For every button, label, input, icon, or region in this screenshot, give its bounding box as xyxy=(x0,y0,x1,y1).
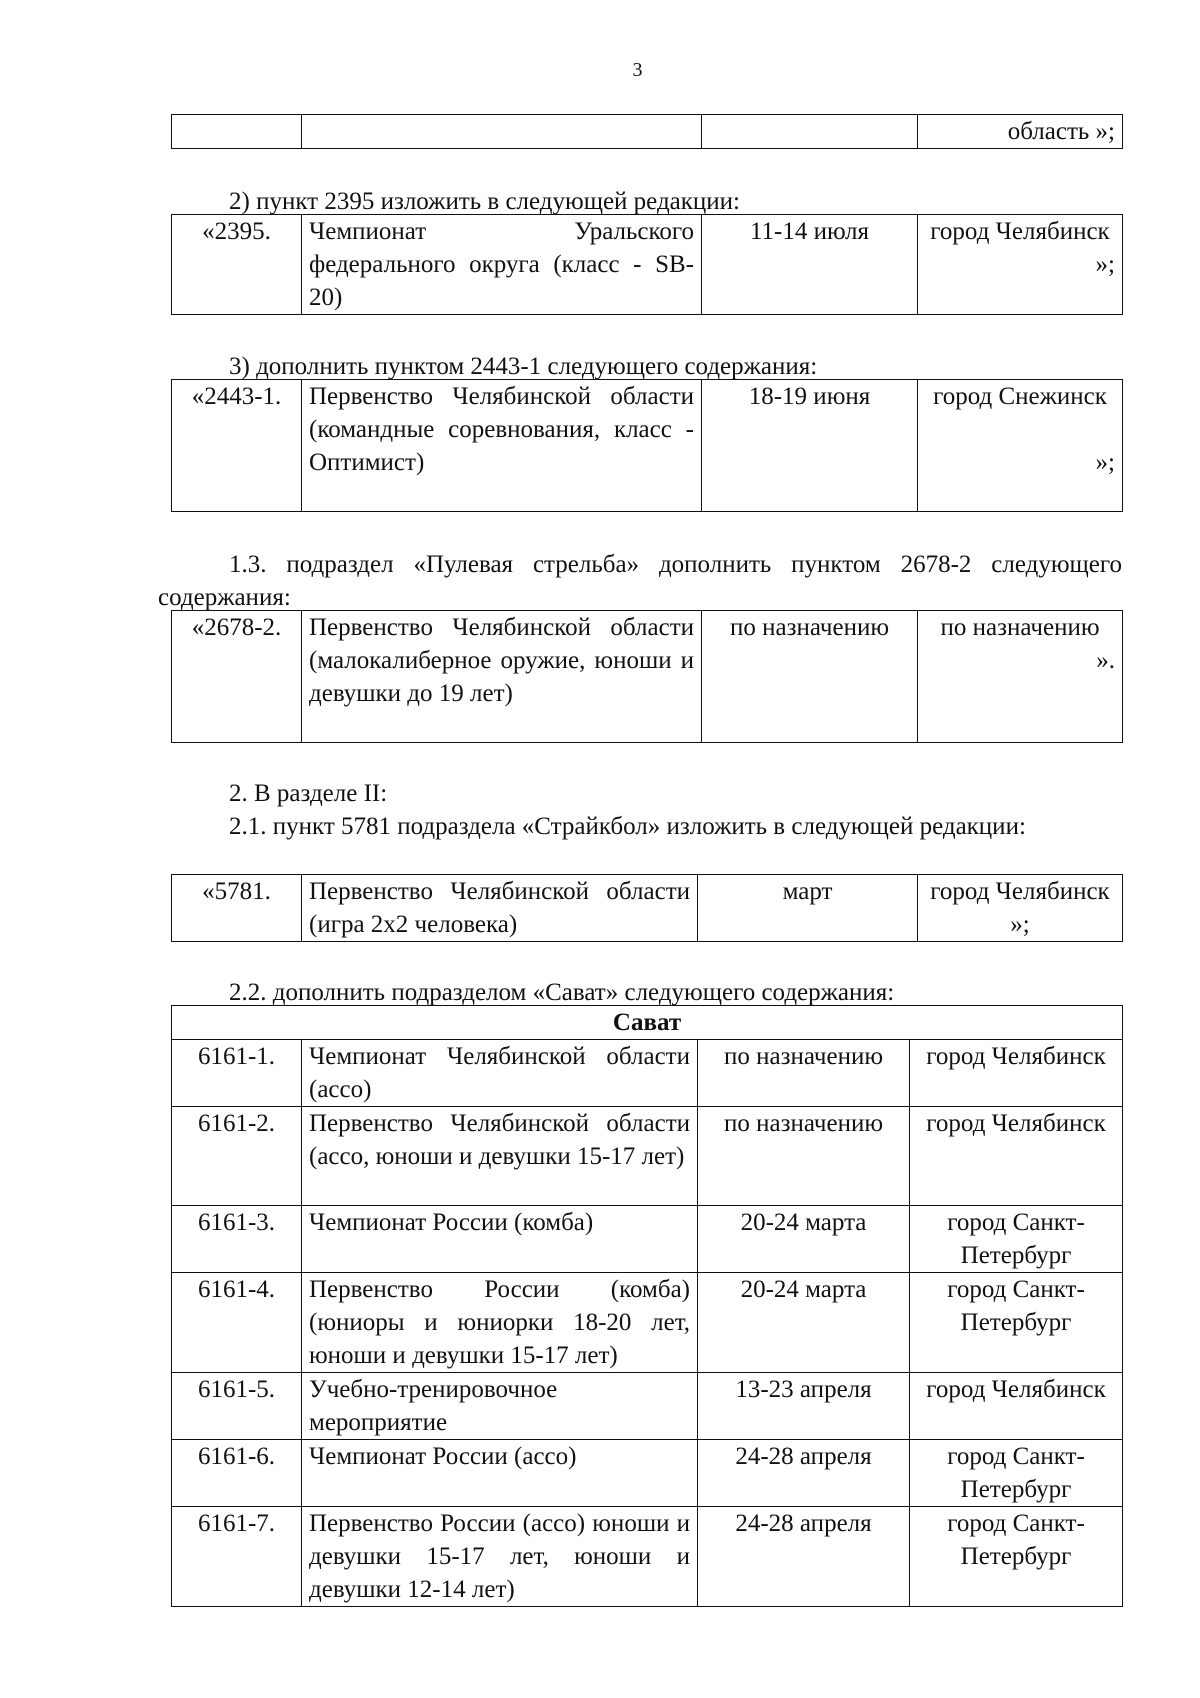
table-2678 xyxy=(171,610,1123,743)
paragraph-2-2: 2.2. дополнить подразделом «Сават» следующего содержания: xyxy=(229,979,895,1006)
item-number: 6161-2. xyxy=(172,1107,302,1206)
event-place: город Санкт-Петербург xyxy=(910,1507,1123,1607)
table-2395 xyxy=(171,214,1123,315)
event-date: март xyxy=(698,875,918,942)
table-5781 xyxy=(171,874,1123,942)
event-name: Первенство России (ассо) юноши и девушки 15-17 лет, юноши и девушки 12-14 лет) xyxy=(302,1507,698,1607)
event-place: город Санкт-Петербург xyxy=(910,1206,1123,1273)
event-date: по назначению xyxy=(702,611,918,743)
event-place xyxy=(918,380,1123,512)
item-number: 6161-4. xyxy=(172,1273,302,1373)
paragraph-2-1: 2.1. пункт 5781 подраздела «Страйкбол» изложить в следующей редакции: xyxy=(229,813,1026,840)
paragraph-1-3: 1.3. подраздел «Пулевая стрельба» дополнить пунктом 2678-2 следующего содержания: xyxy=(158,551,1122,611)
event-date: по назначению xyxy=(698,1107,910,1206)
event-date: 13-23 апреля xyxy=(698,1373,910,1440)
event-place: город Санкт-Петербург xyxy=(910,1440,1123,1507)
item-number: 6161-3. xyxy=(172,1206,302,1273)
savat-table xyxy=(171,1005,1123,1607)
closing-quote: »; xyxy=(1095,251,1115,278)
event-place xyxy=(918,215,1123,315)
event-place: город Челябинск xyxy=(910,1040,1123,1107)
table-2443 xyxy=(171,379,1123,512)
item-number: 6161-5. xyxy=(172,1373,302,1440)
event-date: по назначению xyxy=(698,1040,910,1107)
empty-cell xyxy=(702,115,918,149)
continuation-table xyxy=(171,114,1123,149)
event-name: Чемпионат России (комба) xyxy=(302,1206,698,1273)
event-place: город Санкт-Петербург xyxy=(910,1273,1123,1373)
event-name: Чемпионат России (ассо) xyxy=(302,1440,698,1507)
event-date: 20-24 марта xyxy=(698,1273,910,1373)
empty-cell xyxy=(302,115,702,149)
event-name: Первенство Челябинской области (малокалиберное оружие, юноши и девушки до 19 лет) xyxy=(302,611,702,743)
item-number: «2395. xyxy=(172,215,302,315)
event-place xyxy=(918,611,1123,743)
closing-quote: ». xyxy=(1096,647,1115,674)
event-date: 24-28 апреля xyxy=(698,1440,910,1507)
paragraph-3: 3) дополнить пунктом 2443-1 следующего содержания: xyxy=(229,353,818,380)
item-number: 6161-7. xyxy=(172,1507,302,1607)
event-date: 24-28 апреля xyxy=(698,1507,910,1607)
place-text: город Челябинск xyxy=(930,218,1110,245)
event-name: Учебно-тренировочное мероприятие xyxy=(302,1373,698,1440)
event-name: Чемпионат Уральского федерального округа (класс - SB-20) xyxy=(302,215,702,315)
event-place: город Челябинск xyxy=(910,1107,1123,1206)
event-date: 18-19 июня xyxy=(702,380,918,512)
item-number: 6161-6. xyxy=(172,1440,302,1507)
place-text: город Снежинск xyxy=(933,383,1107,410)
event-name: Чемпионат Челябинской области (ассо) xyxy=(302,1040,698,1107)
savat-heading: Сават xyxy=(172,1006,1123,1040)
section-2-title: 2. В разделе II: xyxy=(229,780,388,807)
place-cell: область »; xyxy=(918,115,1123,149)
event-place: город Челябинск xyxy=(910,1373,1123,1440)
event-name: Первенство Челябинской области (ассо, юноши и девушки 15-17 лет) xyxy=(302,1107,698,1206)
event-date: 11-14 июля xyxy=(702,215,918,315)
page-number: 3 xyxy=(632,59,643,81)
event-date: 20-24 марта xyxy=(698,1206,910,1273)
paragraph-2: 2) пункт 2395 изложить в следующей редакции: xyxy=(229,188,740,215)
item-number: «2443-1. xyxy=(172,380,302,512)
place-text: по назначению xyxy=(940,614,1100,641)
item-number: 6161-1. xyxy=(172,1040,302,1107)
event-name: Первенство Челябинской области (игра 2х2 человека) xyxy=(302,875,698,942)
item-number: «2678-2. xyxy=(172,611,302,743)
closing-quote: »; xyxy=(1095,449,1115,476)
empty-cell xyxy=(172,115,302,149)
item-number: «5781. xyxy=(172,875,302,942)
event-name: Первенство Челябинской области (командные соревнования, класс - Оптимист) xyxy=(302,380,702,512)
event-place: город Челябинск »; xyxy=(918,875,1123,942)
event-name: Первенство России (комба) (юниоры и юниорки 18-20 лет, юноши и девушки 15-17 лет) xyxy=(302,1273,698,1373)
